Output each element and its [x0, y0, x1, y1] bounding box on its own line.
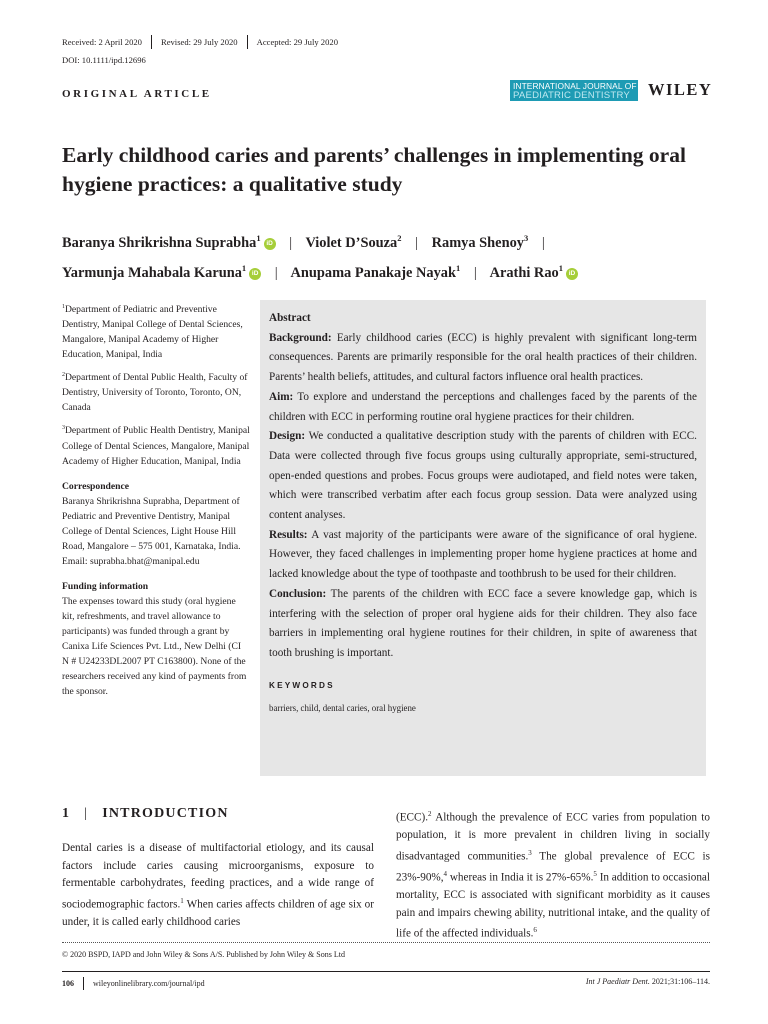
author-name[interactable]: Violet D’Souza — [305, 234, 398, 251]
body-column-right — [396, 806, 710, 943]
body-text: When caries affects children of age six or under, it is called early childhood caries — [62, 898, 374, 928]
journal-logo-line1: INTERNATIONAL JOURNAL OF — [513, 81, 637, 91]
body-column-left — [62, 840, 374, 931]
affiliation-text: Department of Pediatric and Preventive Dentistry, Manipal College of Dental Sciences, Mangalore, Manipal Academy of Higher Education, Manipal, India — [62, 304, 243, 361]
citation — [510, 977, 710, 986]
accepted-date: Accepted: 29 July 2020 — [256, 37, 338, 47]
section-number: 1 — [62, 806, 71, 821]
citation-ref[interactable]: 1 — [180, 896, 184, 905]
footer-left — [62, 977, 205, 990]
page-number: 106 — [62, 979, 74, 988]
author-separator: | — [274, 264, 278, 281]
citation-ref[interactable]: 4 — [443, 869, 448, 878]
affiliation-ref: 3 — [523, 233, 529, 243]
section-title: INTRODUCTION — [102, 806, 229, 821]
citation-ref[interactable]: 6 — [533, 926, 537, 935]
orcid-icon[interactable]: iD — [264, 238, 276, 250]
abstract-design — [269, 427, 697, 526]
author-name[interactable]: Arathi Rao — [489, 264, 559, 281]
affiliation-text: Department of Public Health Dentistry, Manipal College of Dental Sciences, Mangalore, Manipal Academy of Higher Education, Manipal, India — [62, 425, 250, 467]
revised-date: Revised: 29 July 2020 — [160, 37, 238, 47]
section-text: Early childhood caries (ECC) is highly prevalent with significant long-term consequences. Parents are primarily responsible for the oral health practices of their children. Parents’ health beliefs, attitudes, and cultural factors influence oral health practices. — [269, 331, 698, 384]
abstract-conclusion — [269, 585, 697, 664]
affiliation — [62, 300, 250, 362]
affiliation-ref: 1 — [456, 262, 461, 273]
section-label: Background: — [269, 331, 332, 344]
footer-rule — [62, 971, 710, 972]
author-name[interactable]: Baranya Shrikrishna Suprabha — [62, 234, 257, 251]
body-text: whereas in India it is 27%-65%. — [447, 871, 594, 884]
divider — [151, 35, 152, 49]
citation-ref[interactable]: 2 — [428, 810, 432, 818]
affiliation-text: Department of Dental Public Health, Faculty of Dentistry, University of Toronto, Toronto, ON, Canada — [62, 372, 248, 414]
abstract-box — [260, 300, 706, 776]
received-date: Received: 2 April 2020 — [62, 37, 142, 47]
affiliation-ref: 2 — [397, 233, 402, 243]
author-row — [62, 226, 722, 256]
abstract-heading: Abstract — [269, 312, 311, 324]
citation-ref[interactable]: 5 — [593, 869, 597, 878]
section-label: Results: — [269, 528, 308, 541]
section-heading-introduction — [62, 806, 229, 822]
author-separator: | — [473, 264, 477, 281]
abstract-background — [269, 329, 697, 388]
correspondence-text: Baranya Shrikrishna Suprabha, Department of Pediatric and Preventive Dentistry, Manipal College of Dental Sciences, Light House Hill Road, Mangalore – 575 001, Karnataka, India. — [62, 495, 241, 552]
doi[interactable]: DOI: 10.1111/ipd.12696 — [62, 55, 146, 65]
author-name[interactable]: Anupama Panakaje Nayak — [290, 264, 456, 281]
body-text: Dental caries is a disease of multifactorial etiology, and its causal factors include caries causing microorganisms, exposure to fermentable carbohydrates, feeding practices, and a wide range of sociodemographic factors. — [62, 842, 374, 911]
heading-separator: | — [84, 806, 89, 821]
keywords-heading: KEYWORDS — [269, 680, 335, 690]
author-name[interactable]: Ramya Shenoy — [431, 234, 524, 251]
affiliation-ref: 1 — [241, 262, 247, 273]
article-dates — [62, 35, 338, 49]
affiliation-number: 2 — [62, 372, 65, 379]
abstract-results — [269, 526, 697, 585]
body-text: (ECC). — [396, 811, 429, 824]
citation-ref[interactable]: 3 — [528, 848, 532, 857]
journal-logo — [510, 80, 638, 101]
orcid-icon[interactable]: iD — [566, 268, 578, 280]
affiliation-ref: 1 — [558, 262, 563, 273]
affiliation — [62, 421, 250, 468]
journal-url[interactable]: wileyonlinelibrary.com/journal/ipd — [93, 979, 205, 988]
affiliation-number: 3 — [62, 425, 65, 432]
citation-journal: Int J Paediatr Dent. — [585, 977, 650, 986]
author-separator: | — [415, 234, 418, 251]
orcid-icon[interactable]: iD — [249, 268, 261, 280]
keywords: barriers, child, dental caries, oral hygiene — [269, 703, 416, 714]
sidebar — [62, 300, 250, 705]
section-text: A vast majority of the participants were aware of the significance of oral hygiene. However, they faced challenges in implementing proper home hygiene practices at home and lacked knowledge about the type of toothpaste and toothbrush to be used for their children. — [269, 528, 697, 581]
funding-heading: Funding information — [62, 580, 149, 592]
author-list — [62, 226, 722, 286]
abstract-aim — [269, 388, 697, 427]
author-separator: | — [541, 234, 545, 251]
section-text: The parents of the children with ECC face a severe knowledge gap, which is interfering with the selection of proper oral hygiene aids for their children. They also face barriers in implementing oral hygiene routines for their children, in spite of awareness that tooth brushing is important. — [269, 587, 697, 659]
divider — [83, 977, 84, 990]
author-name[interactable]: Yarmunja Mahabala Karuna — [62, 264, 242, 281]
paper-title: Early childhood caries and parents’ challenges in implementing oral hygiene practices: a qualitative study — [62, 143, 686, 196]
section-text: We conducted a qualitative description study with the parents of children with ECC. Data were collected through five focus groups using culturally appropriate, semi-structured, open-ended questions and probes. Focus groups were audiotaped, and field notes were taken, which were transcribed verbatim after each focus group session. Data were analyzed using content analyses. — [269, 430, 697, 522]
divider — [247, 35, 248, 49]
copyright: © 2020 BSPD, IAPD and John Wiley & Sons A/S. Published by John Wiley & Sons Ltd — [62, 950, 345, 959]
article-type: ORIGINAL ARTICLE — [62, 88, 212, 100]
author-row — [62, 256, 722, 286]
author-separator: | — [289, 234, 293, 251]
section-label: Design: — [269, 430, 306, 443]
section-text: To explore and understand the perceptions and challenges faced by the parents of the children with ECC in performing routine oral hygiene practices for their children. — [269, 390, 697, 423]
body-text: In addition to occasional mortality, ECC is associated with significant morbidity as it causes pain and impairs chewing ability, nutritional intake, and the quality of life of the affected individuals. — [396, 871, 710, 940]
section-label: Aim: — [269, 390, 294, 403]
journal-logo-line2: PAEDIATRIC DENTISTRY — [513, 90, 631, 101]
funding-text: The expenses toward this study (oral hygiene kit, refreshments, and travel allowance to participants) was funded through a grant by Canixa Life Sciences Pvt. Ltd., New Delhi (CI N # U24233DL2007 PT C163800). None of the researchers received any kind of payments from the sponsor. — [62, 595, 247, 697]
affiliation-number: 1 — [62, 304, 65, 310]
correspondence-heading: Correspondence — [62, 480, 129, 492]
section-label: Conclusion: — [269, 587, 327, 600]
affiliation-ref: 1 — [256, 233, 261, 243]
publisher-logo: WILEY — [648, 80, 713, 99]
affiliation — [62, 368, 250, 415]
body-text: Although the prevalence of ECC varies from population to population, it is more prevalent in children living in socially disadvantaged communities. — [396, 811, 710, 863]
citation-details: 2021;31:106–114. — [649, 977, 710, 986]
correspondence-email[interactable]: Email: suprabha.bhat@manipal.edu — [62, 555, 200, 567]
footer-divider — [62, 942, 710, 943]
body-text: The global prevalence of ECC is 23%-90%, — [396, 850, 711, 884]
